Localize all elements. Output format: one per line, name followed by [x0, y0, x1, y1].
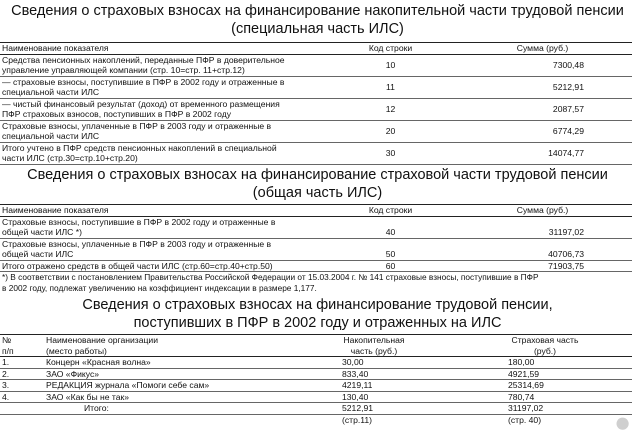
- section3-title: Сведения о страховых взносах на финансирование трудовой пенсии, поступивших в ПФР в 2002 году и отраженных на ИЛС: [82, 297, 553, 331]
- table-header: № п/п Наименование организации (место работы) Накопительная часть (руб.) Страховая часть (руб.): [0, 335, 632, 357]
- table-row: Страховые взносы, поступившие в ПФР в 2002 году и отраженные в общей части ИЛС *) 40 31197,02: [0, 216, 632, 238]
- watermark-logo: ●: [611, 410, 633, 435]
- table-row: — страховые взносы, поступившие в ПФР в 2002 году и отраженные в специальной части ИЛС 11 5212,91: [0, 76, 632, 98]
- table-row: Страховые взносы, уплаченные в ПФР в 2003 году и отраженные в специальной части ИЛС 20 6774,29: [0, 120, 632, 142]
- table-row: 1. Концерн «Красная волна» 30,00 180,00: [0, 357, 632, 369]
- table-row: 3. РЕДАКЦИЯ журнала «Помоги себе сам» 4219,11 25314,69: [0, 380, 632, 392]
- table-ref-row: (стр.11) (стр. 40): [342, 414, 542, 425]
- table-row: Страховые взносы, уплаченные в ПФР в 2003 году и отраженные в общей части ИЛС 50 40706,73: [0, 238, 632, 260]
- table-total-row: Итого: 5212,91 31197,02: [0, 403, 632, 415]
- table-total-row: Итого отражено средств в общей части ИЛС (стр.60=стр.40+стр.50) 60 71903,75: [0, 260, 632, 272]
- table-header: Наименование показателя Код строки Сумма (руб.): [0, 205, 632, 217]
- table-row: — чистый финансовый результат (доход) от временного размещения ПФР страховых взносов, поступивших в ПФР в 2002 году 12 2087,57: [0, 98, 632, 120]
- table-row: 2. ЗАО «Фикус» 833,40 4921,59: [0, 368, 632, 380]
- section1-table: [0, 42, 632, 165]
- section3-table: [0, 334, 632, 425]
- table-row: Итого учтено в ПФР средств пенсионных накоплений в специальной части ИЛС (стр.30=стр.10+стр.20) 30 14074,77: [0, 142, 632, 164]
- table-row: 4. ЗАО «Как бы не так» 130,40 780,74: [0, 391, 632, 403]
- section2-table: [0, 204, 632, 272]
- table-row: Средства пенсионных накоплений, переданные ПФР в доверительное управление управляющей компании (стр. 10=стр. 11+стр.12) 10 7300,48: [0, 54, 632, 76]
- section1-title: Сведения о страховых взносах на финансирование накопительной части трудовой пенсии (специальная часть ИЛС): [11, 3, 624, 37]
- footnote: *) В соответствии с постановлением Правительства Российской Федерации от 15.03.2004 г. № 141 страховые взносы, поступившие в ПФР в 2002 году, подлежат увеличению на коэффициент индексации в размере 1,177.: [2, 272, 539, 293]
- table-header: Наименование показателя Код строки Сумма (руб.): [0, 43, 632, 55]
- section2-title: Сведения о страховых взносах на финансирование страховой части трудовой пенсии (общая часть ИЛС): [27, 167, 608, 201]
